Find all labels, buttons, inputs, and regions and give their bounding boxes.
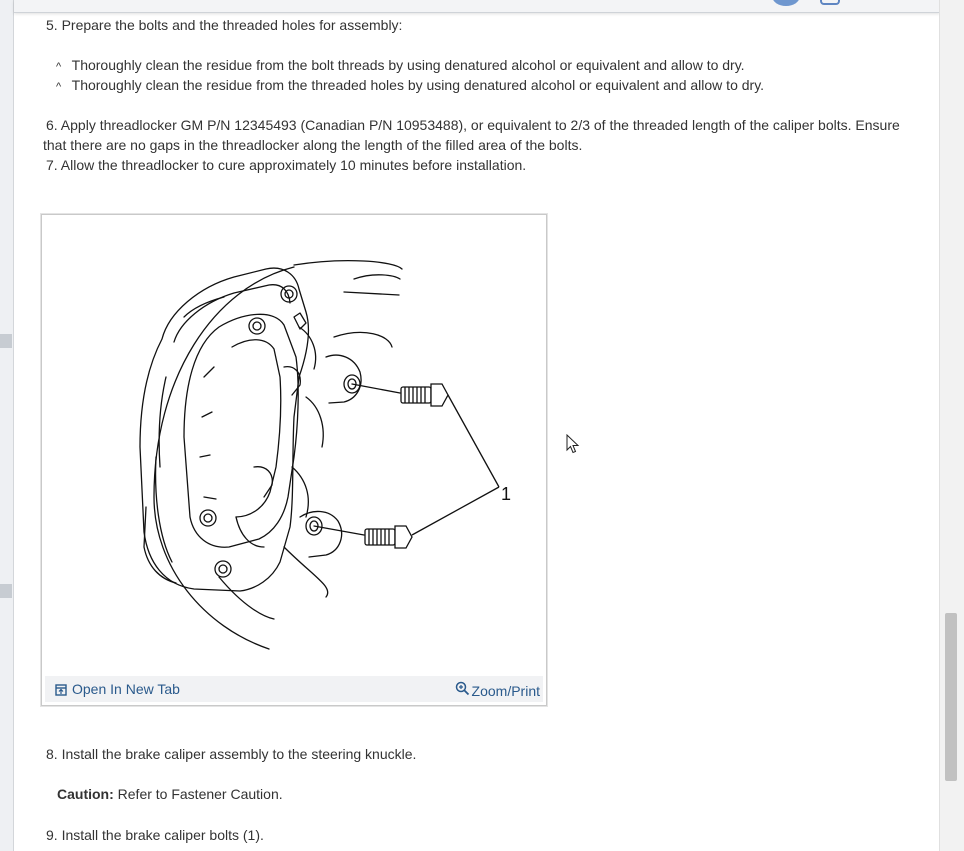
top-toolbar	[14, 0, 940, 13]
step-5-bullet-1	[56, 55, 745, 77]
lower-caliper-bolt	[365, 526, 412, 548]
upper-caliper-bolt	[401, 384, 448, 406]
step-9: 9. Install the brake caliper bolts (1).	[46, 827, 264, 843]
caliper-piston-housing	[184, 314, 298, 547]
user-avatar-icon[interactable]	[772, 0, 800, 6]
bullet-text: Thoroughly clean the residue from the threaded holes by using denatured alcohol or equivalent and allow to dry.	[71, 77, 765, 93]
open-in-new-tab-icon	[55, 683, 67, 699]
open-in-new-tab-label: Open In New Tab	[72, 681, 180, 697]
edge-marker	[0, 334, 12, 348]
step-5-bullet-2	[56, 75, 764, 97]
zoom-print-label: Zoom/Print	[471, 683, 540, 699]
callout-leaders	[412, 395, 499, 535]
edge-marker	[0, 584, 12, 598]
step-8: 8. Install the brake caliper assembly to the steering knuckle.	[46, 746, 417, 762]
mouse-cursor-icon	[566, 434, 580, 454]
step-7: 7. Allow the threadlocker to cure approximately 10 minutes before installation.	[46, 157, 527, 173]
rotor-edge	[294, 261, 402, 269]
caution-note	[57, 784, 283, 804]
open-in-new-tab-link[interactable]	[55, 681, 180, 699]
lower-mount-ear	[300, 511, 342, 557]
toolbar-tool-icon[interactable]	[820, 0, 840, 5]
caution-label: Caution:	[57, 786, 114, 802]
caution-text: Refer to Fastener Caution.	[113, 786, 283, 802]
magnifier-zoom-icon	[455, 681, 470, 699]
zoom-print-link[interactable]	[455, 681, 540, 699]
vertical-scrollbar[interactable]	[939, 0, 964, 851]
upper-mount-ear	[326, 355, 361, 403]
step-5: 5. Prepare the bolts and the threaded holes for assembly:	[46, 17, 403, 33]
callout-number: 1	[501, 484, 512, 504]
step-6-line-1: 6. Apply threadlocker GM P/N 12345493 (Canadian P/N 10953488), or equivalent to 2/3 of the threaded length of the caliper bolts. Ensure	[46, 117, 900, 133]
bullet-caret-icon: ^	[56, 61, 62, 73]
caliper-body	[140, 268, 308, 591]
bullet-text: Thoroughly clean the residue from the bolt threads by using denatured alcohol or equivalent and allow to dry.	[71, 57, 745, 73]
bullet-caret-icon: ^	[56, 81, 62, 93]
step-6-line-2: that there are no gaps in the threadlocker along the length of the filled area of the bolts.	[43, 137, 583, 153]
figure-footer	[45, 676, 543, 702]
brake-caliper-figure	[41, 214, 547, 706]
brake-caliper-illustration	[44, 217, 544, 672]
scrollbar-thumb[interactable]	[945, 613, 957, 781]
left-edge-panel	[0, 0, 14, 851]
